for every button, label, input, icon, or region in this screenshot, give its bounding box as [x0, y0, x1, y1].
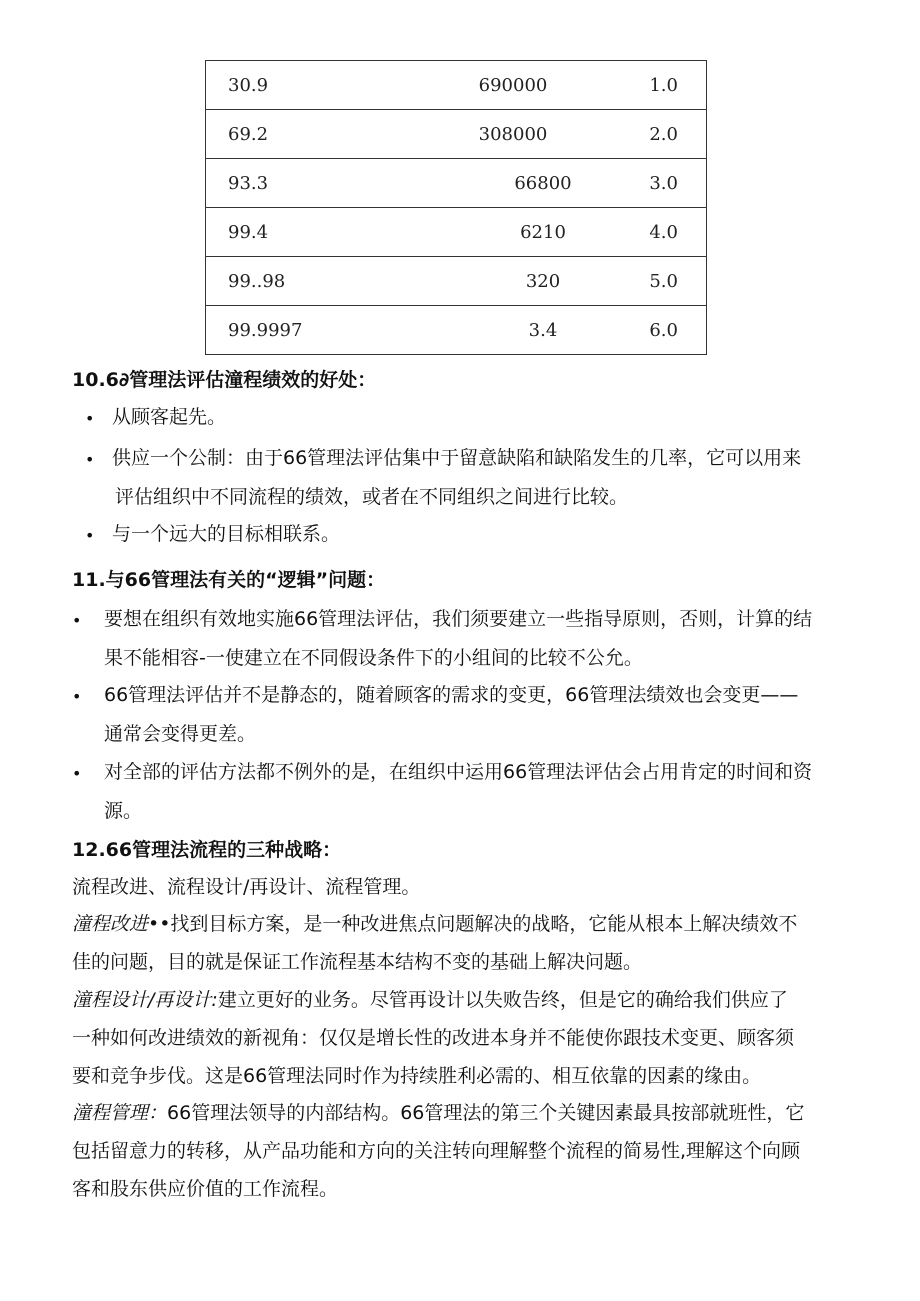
- table-cell: 99..98: [206, 257, 389, 306]
- table-cell: 3.4: [388, 306, 638, 355]
- table-cell: 99.4: [206, 208, 389, 257]
- table-row: [206, 306, 707, 355]
- table-cell: 3.0: [638, 159, 707, 208]
- table-row: [206, 257, 707, 306]
- table-cell: 93.3: [206, 159, 389, 208]
- table-row: [206, 110, 707, 159]
- paragraph-text: 建立更好的业务。尽管再设计以失败告终，但是它的确给我们供应了: [217, 989, 788, 1011]
- bullet-icon: •: [85, 526, 95, 545]
- paragraph-text: 66管理法领导的内部结构。66管理法的第三个关键因素最具按部就班性，它: [167, 1102, 805, 1124]
- list-item: 要想在组织有效地实施66管理法评估，我们须要建立一些指导原则，否则，计算的结: [104, 608, 813, 630]
- list-item: 66管理法评估并不是静态的，随着顾客的需求的变更，66管理法绩效也会变更——: [104, 684, 799, 706]
- table-cell: 5.0: [638, 257, 707, 306]
- table-cell: 2.0: [638, 110, 707, 159]
- paragraph: [72, 911, 797, 937]
- table-cell: 320: [388, 257, 638, 306]
- list-item: 与一个远大的目标相联系。: [112, 523, 341, 545]
- paragraph: [72, 987, 788, 1013]
- paragraph-continuation: 佳的问题，目的就是保证工作流程基本结构不变的基础上解决问题。: [72, 951, 643, 973]
- section-10-heading: 10.6∂管理法评估潼程绩效的好处：: [72, 369, 377, 391]
- list-item-continuation: 通常会变得更差。: [104, 723, 257, 745]
- list-item: 从顾客起先。: [112, 406, 227, 428]
- table-cell: 1.0: [638, 61, 707, 110]
- section-12-heading: 12.66管理法流程的三种战略：: [72, 839, 342, 861]
- paragraph-continuation: 包括留意力的转移，从产品功能和方向的关注转向理解整个流程的简易性,理解这个向顾: [72, 1140, 801, 1162]
- table-cell: 690000: [388, 61, 638, 110]
- table-row: [206, 61, 707, 110]
- list-item: 对全部的评估方法都不例外的是，在组织中运用66管理法评估会占用肯定的时间和资: [104, 761, 813, 783]
- list-item: 供应一个公制：由于66管理法评估集中于留意缺陷和缺陷发生的几率，它可以用来: [112, 447, 802, 469]
- bullet-icon: •: [85, 409, 95, 428]
- table-cell: 4.0: [638, 208, 707, 257]
- table-cell: 308000: [388, 110, 638, 159]
- paragraph-label: 潼程管理：: [72, 1102, 168, 1124]
- table-cell: 6210: [388, 208, 638, 257]
- table-row: [206, 208, 707, 257]
- table-cell: 6.0: [638, 306, 707, 355]
- bullet-icon: •: [85, 450, 95, 469]
- list-item-continuation: 源。: [104, 800, 143, 822]
- paragraph-text: 找到目标方案，是一种改进焦点问题解决的战略，它能从根本上解决绩效不: [170, 913, 798, 935]
- table-cell: 69.2: [206, 110, 389, 159]
- table-cell: 30.9: [206, 61, 389, 110]
- list-item-continuation: 果不能相容-一使建立在不同假设条件下的小组间的比较不公允。: [104, 647, 643, 669]
- paragraph-continuation: 一种如何改进绩效的新视角：仅仅是增长性的改进本身并不能使你跟技术变更、顾客须: [72, 1027, 795, 1049]
- table-cell: 66800: [388, 159, 638, 208]
- bullet-icon: •: [72, 611, 82, 630]
- paragraph-label: 潼程改进••: [72, 913, 171, 935]
- section-11-heading: 11.与66管理法有关的“逻辑”问题：: [72, 569, 386, 591]
- bullet-icon: •: [72, 764, 82, 783]
- paragraph-continuation: 客和股东供应价值的工作流程。: [72, 1178, 339, 1200]
- table-row: [206, 159, 707, 208]
- paragraph-label: 潼程设计/再设计:: [72, 989, 218, 1011]
- paragraph: 流程改进、流程设计/再设计、流程管理。: [72, 876, 421, 898]
- bullet-icon: •: [72, 687, 82, 706]
- table-cell: 99.9997: [206, 306, 389, 355]
- sigma-table: [205, 60, 707, 355]
- paragraph: [72, 1100, 804, 1126]
- list-item-continuation: 评估组织中不同流程的绩效，或者在不同组织之间进行比较。: [115, 486, 629, 508]
- paragraph-continuation: 要和竞争步伐。这是66管理法同时作为持续胜利必需的、相互依靠的因素的缘由。: [72, 1065, 762, 1087]
